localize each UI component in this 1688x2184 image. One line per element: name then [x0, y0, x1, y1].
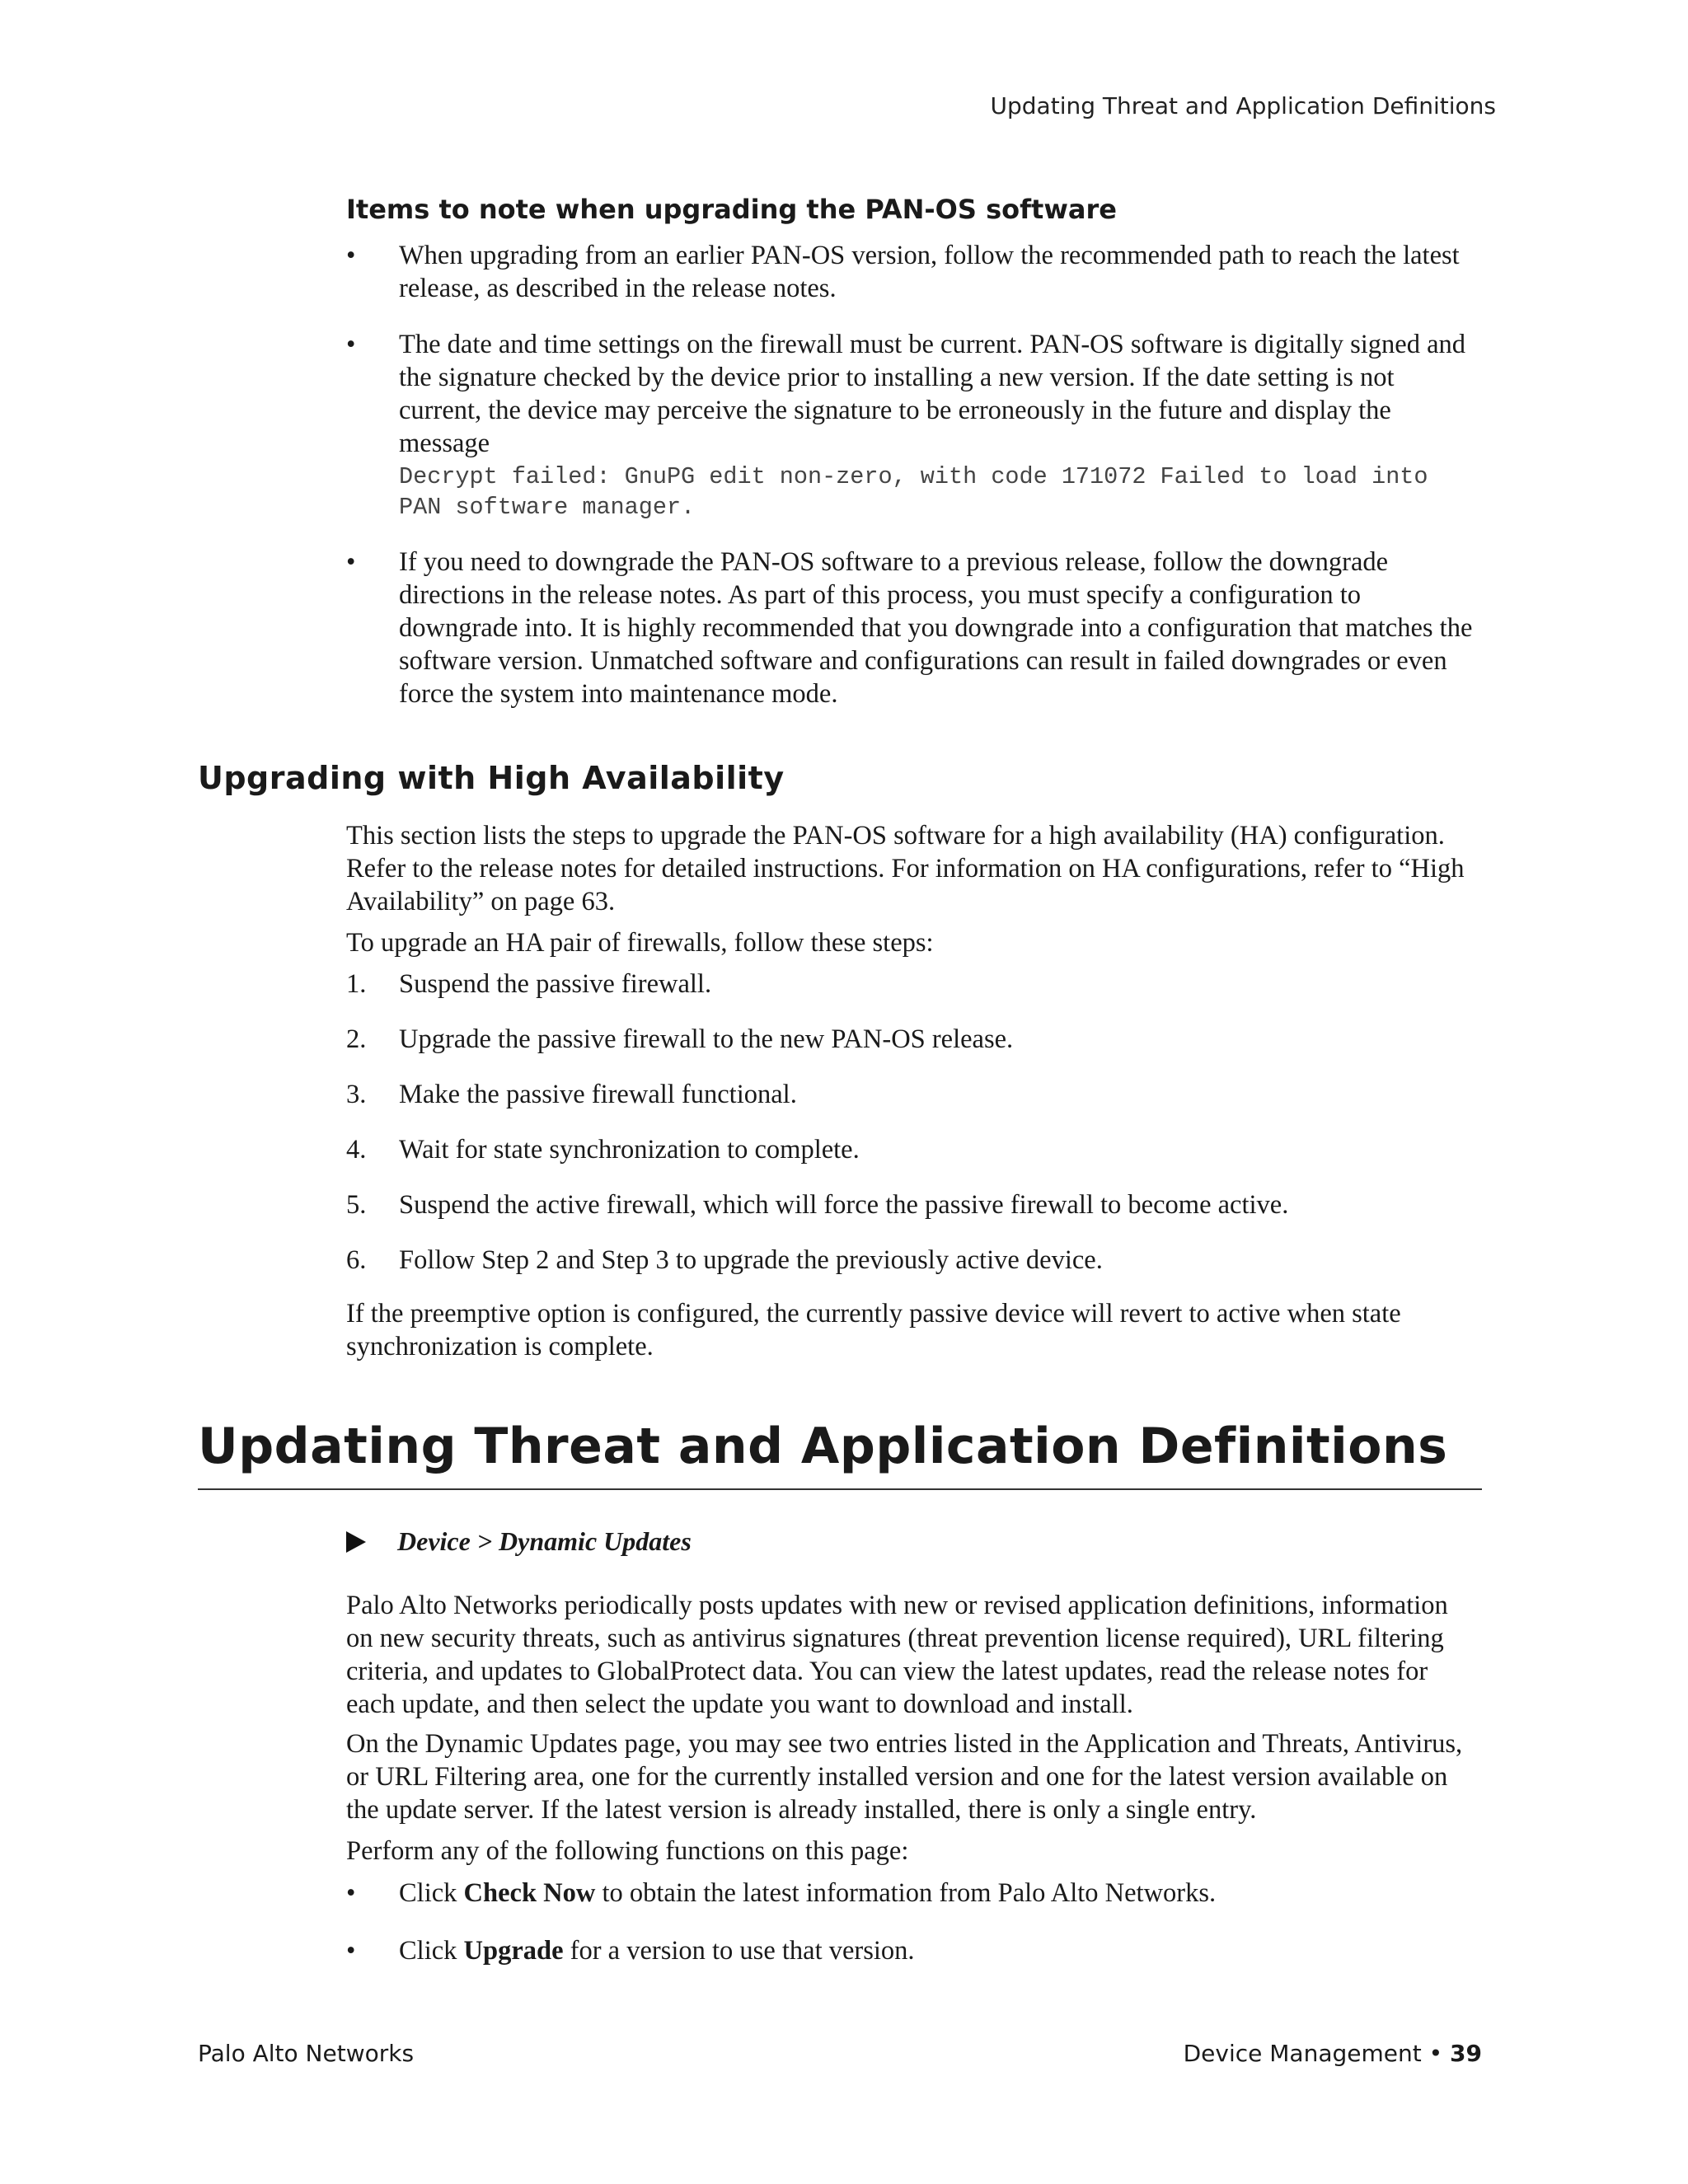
- ha-outro: If the preemptive option is configured, the currently passive device will revert to active when state synchronization is complete.: [346, 1299, 1401, 1361]
- footer-page-info: [1184, 2040, 1482, 2067]
- step-text: Suspend the passive firewall.: [399, 969, 712, 999]
- ha-step: [346, 1078, 1479, 1111]
- nav-path: [346, 1526, 692, 1557]
- note-item-1: [346, 239, 1479, 305]
- step-text: Make the passive firewall functional.: [399, 1080, 797, 1109]
- note-item-text: When upgrading from an earlier PAN-OS version, follow the recommended path to reach the latest release, as described in the release notes.: [399, 241, 1460, 303]
- bullet-mark: •: [346, 330, 356, 359]
- function-text-post: for a version to use that version.: [563, 1936, 915, 1966]
- page-number: 39: [1450, 2040, 1482, 2067]
- ha-steps-intro: To upgrade an HA pair of firewalls, follow these steps:: [346, 928, 934, 958]
- definitions-para-1: Palo Alto Networks periodically posts updates with new or revised application definitions, information on new security threats, such as antivirus signatures (threat prevention license required), URL filtering criteria, and updates to GlobalProtect data. You can view the latest updates, read the release notes for each update, and then select the update you want to download and install.: [346, 1591, 1448, 1719]
- bullet-mark: •: [346, 547, 356, 577]
- footer-company: Palo Alto Networks: [198, 2040, 415, 2067]
- ha-step: [346, 1244, 1479, 1277]
- definitions-para-3: Perform any of the following functions on this page:: [346, 1836, 909, 1866]
- upgrade-label: Upgrade: [463, 1936, 564, 1966]
- step-text: Wait for state synchronization to complete.: [399, 1135, 860, 1165]
- definitions-para-2: On the Dynamic Updates page, you may see two entries listed in the Application and Threats, Antivirus, or URL Filtering area, one for the currently installed version and one for the latest version available on the update server. If the latest version is already installed, there is only a single entry.: [346, 1729, 1463, 1825]
- note-item-2: [346, 328, 1479, 523]
- function-item-check-now: [346, 1877, 1479, 1910]
- ha-step: [346, 1023, 1479, 1056]
- step-number: 1.: [346, 969, 367, 999]
- step-number: 6.: [346, 1245, 367, 1275]
- bullet-mark: •: [346, 241, 356, 270]
- error-message-code: Decrypt failed: GnuPG edit non-zero, with code 171072 Failed to load into PAN software manager.: [399, 463, 1428, 521]
- note-item-text: If you need to downgrade the PAN-OS software to a previous release, follow the downgrade directions in the release notes. As part of this process, you must specify a configuration to downgrade into. It is highly recommended that you downgrade into a configuration that matches the software version. Unmatched software and configurations can result in failed downgrades or even force the system into maintenance mode.: [399, 547, 1473, 709]
- step-text: Suspend the active firewall, which will force the passive firewall to become active.: [399, 1190, 1289, 1220]
- ha-step: [346, 1133, 1479, 1166]
- definitions-section-title: Updating Threat and Application Definitions: [198, 1418, 1448, 1475]
- running-header: Updating Threat and Application Definitions: [990, 92, 1496, 120]
- step-text: Upgrade the passive firewall to the new PAN-OS release.: [399, 1024, 1014, 1054]
- step-number: 5.: [346, 1190, 367, 1220]
- ha-intro: This section lists the steps to upgrade the PAN-OS software for a high availability (HA) configuration. Refer to the release notes for detailed instructions. For information on HA configurations, refer to “High Availability” on page 63.: [346, 821, 1465, 916]
- bullet-mark: •: [346, 1936, 356, 1966]
- step-number: 4.: [346, 1135, 367, 1165]
- function-text-post: to obtain the latest information from Palo Alto Networks.: [595, 1878, 1217, 1908]
- ha-step: [346, 1188, 1479, 1221]
- ha-section-title: Upgrading with High Availability: [198, 760, 785, 796]
- ha-step: [346, 968, 1479, 1001]
- note-item-text: The date and time settings on the firewall must be current. PAN-OS software is digitally signed and the signature checked by the device prior to installing a new version. If the date setting is not current, the device may perceive the signature to be erroneously in the future and display the message: [399, 330, 1466, 458]
- footer-separator: •: [1428, 2040, 1443, 2067]
- note-item-3: [346, 546, 1479, 710]
- bullet-mark: •: [346, 1878, 356, 1908]
- check-now-label: Check Now: [463, 1878, 596, 1908]
- step-number: 2.: [346, 1024, 367, 1054]
- triangle-right-icon: [346, 1531, 366, 1553]
- step-number: 3.: [346, 1080, 367, 1109]
- function-text-pre: Click: [399, 1936, 464, 1966]
- nav-path-text: Device > Dynamic Updates: [397, 1526, 692, 1556]
- footer-chapter: Device Management: [1183, 2040, 1422, 2067]
- function-item-upgrade: [346, 1934, 1479, 1967]
- function-text-pre: Click: [399, 1878, 464, 1908]
- step-text: Follow Step 2 and Step 3 to upgrade the previously active device.: [399, 1245, 1103, 1275]
- notes-section-title: Items to note when upgrading the PAN-OS software: [346, 194, 1117, 225]
- section-rule: [198, 1488, 1482, 1490]
